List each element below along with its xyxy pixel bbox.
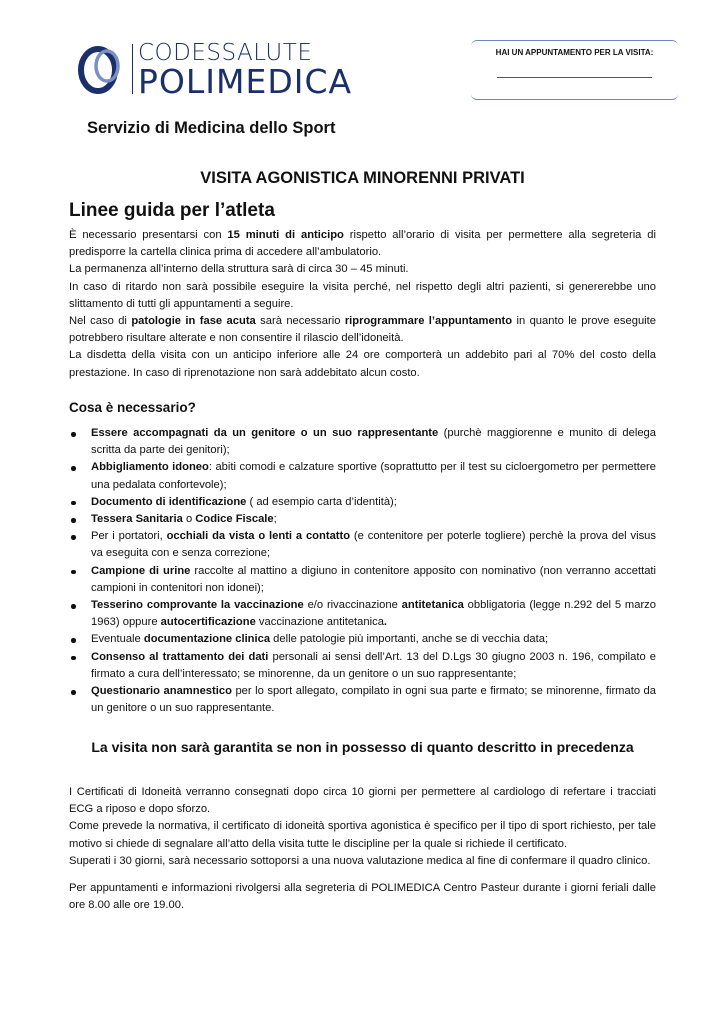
requirements-list xyxy=(69,425,656,717)
guidelines-title: Linee guida per l’atleta xyxy=(69,200,275,221)
list-item: Consenso al trattamento dei dati personali ai sensi dell’Art. 13 del D.Lgs 30 giugno 2003 n. 196, compilato e firmato a cura dell’interessato; se minorenne, da un genitore o un suo rappresentante; xyxy=(69,649,656,683)
intro-paragraph: Nel caso di patologie in fase acuta sarà necessario riprogrammare l’appuntamento in quanto le prove eseguite potrebbero risultare alterate e non consentire il rilascio dell’idoneità. xyxy=(69,315,656,345)
warning-notice: La visita non sarà garantita se non in possesso di quanto descritto in precedenza xyxy=(91,739,634,755)
appointment-label: HAI UN APPUNTAMENTO PER LA VISITA: xyxy=(495,48,654,57)
contact-section xyxy=(69,880,656,914)
intro-paragraph: È necessario presentarsi con 15 minuti di anticipo rispetto all’orario di visita per permettere alla segreteria di predisporre la cartella clinica prima di accedere all’ambulatorio. xyxy=(69,229,656,259)
main-title: VISITA AGONISTICA MINORENNI PRIVATI xyxy=(200,169,525,187)
certificates-paragraph: Come prevede la normativa, il certificato di idoneità sportiva agonistica è specifico per il tipo di sport richiesto, per tale motivo si chiede di segnalare all’atto della visita tutte le discipline per la quale si richiede il certificato. xyxy=(69,820,656,850)
appointment-box xyxy=(471,40,678,100)
list-item: Eventuale documentazione clinica delle patologie più importanti, anche se di vecchia data; xyxy=(69,631,656,648)
list-item: Documento di identificazione ( ad esempio carta d’identità); xyxy=(69,494,656,511)
list-item: Essere accompagnati da un genitore o un suo rappresentante (purchè maggiorenne e munito di delega scritta da parte dei genitori); xyxy=(69,425,656,459)
list-item: Questionario anamnestico per lo sport allegato, compilato in ogni sua parte e firmato; se minorenne, firmato da un genitore o un suo rappresentante. xyxy=(69,683,656,717)
needed-title: Cosa è necessario? xyxy=(69,400,196,415)
certificates-paragraph: I Certificati di Idoneità verranno consegnati dopo circa 10 giorni per permettere al cardiologo di refertare i tracciati ECG a riposo e dopo sforzo. xyxy=(69,786,656,816)
intro-paragraph: La permanenza all’interno della struttura sarà di circa 30 – 45 minuti. xyxy=(69,263,409,276)
certificates-paragraph: Superati i 30 giorni, sarà necessario sottoporsi a una nuova valutazione medica al fine di confermare il quadro clinico. xyxy=(69,854,651,867)
logo-mark-icon xyxy=(76,42,128,96)
list-item: Abbigliamento idoneo: abiti comodi e calzature sportive (soprattutto per il test su cicloergometro per permettere una pedalata confortevole); xyxy=(69,459,656,493)
intro-paragraph: In caso di ritardo non sarà possibile eseguire la visita perché, nel rispetto degli altri pazienti, si genererebbe uno slittamento di tutti gli appuntamenti a seguire. xyxy=(69,280,656,310)
service-title: Servizio di Medicina dello Sport xyxy=(87,119,336,137)
polimedica-logo xyxy=(76,40,366,101)
logo-line-2: POLIMEDICA xyxy=(138,62,353,101)
logo-divider xyxy=(132,44,133,94)
list-item: Per i portatori, occhiali da vista o lenti a contatto (e contenitore per poterle togliere) perchè la prova del visus va eseguita con e senza correzione; xyxy=(69,528,656,562)
intro-section xyxy=(69,227,656,382)
list-item: Tesserino comprovante la vaccinazione e/o rivaccinazione antitetanica obbligatoria (legge n.292 del 5 marzo 1963) oppure autocertificazione vaccinazione antitetanica. xyxy=(69,597,656,631)
list-item: Tessera Sanitaria o Codice Fiscale; xyxy=(69,511,656,528)
intro-paragraph: La disdetta della visita con un anticipo inferiore alle 24 ore comporterà un addebito pari al 70% del costo della prestazione. In caso di riprenotazione non sarà addebitato alcun costo. xyxy=(69,349,656,379)
contact-paragraph: Per appuntamenti e informazioni rivolgersi alla segreteria di POLIMEDICA Centro Pasteur durante i giorni feriali dalle ore 8.00 alle ore 19.00. xyxy=(69,882,656,912)
certificates-section xyxy=(69,784,656,870)
list-item: Campione di urine raccolte al mattino a digiuno in contenitore apposito con nominativo (non verranno accettati campioni in contenitori non idonei); xyxy=(69,563,656,597)
appointment-field[interactable] xyxy=(497,77,652,78)
logo-line-1: CODESSALUTE xyxy=(138,40,313,66)
